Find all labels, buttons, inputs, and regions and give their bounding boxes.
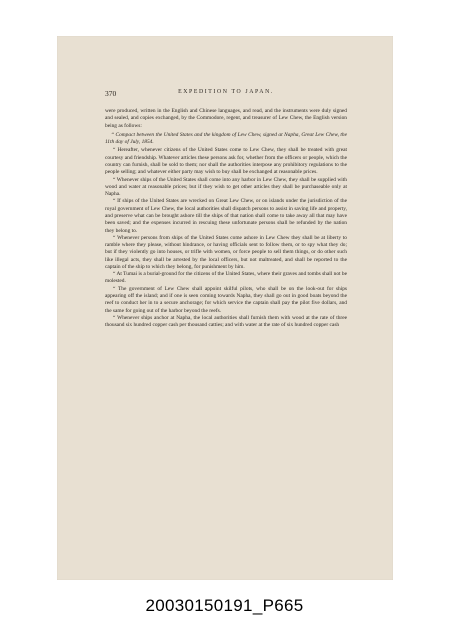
paragraph-article-wood-water: “ Whenever ships anchor at Napha, the local authorities shall furnish them with wood at the rate of three thousand six hundred copper cash per thousand catties; and with water at the rate of six hundred copper cash (105, 314, 347, 329)
paragraph-article-pilots: “ The government of Lew Chew shall appoint skilful pilots, who shall be on the look-out for ships appearing off the island; and if one is seen coming towards Napha, they shall go out in good boats beyond the reef to conduct her in to a secure anchorage; for which service the captain shall pay the pilot five dollars, and the same for going out of the harbor beyond the reefs. (105, 285, 347, 314)
paragraph-article-wrecks: “ If ships of the United States are wrecked on Great Lew Chew, or on islands under the jurisdiction of the royal government of Lew Chew, the local authorities shall dispatch persons to assist in saving life and property, and preserve what can be brought ashore till the ships of that nation shall come to take away all that may have been saved; and the expenses incurred in rescuing these unfortunate persons shall be refunded by the nation they belong to. (105, 198, 347, 234)
page-number: 370 (105, 89, 117, 98)
running-title: EXPEDITION TO JAPAN. (178, 89, 274, 95)
paragraph-article-supplies: “ Whenever ships of the United States shall come into any harbor in Lew Chew, they shall be supplied with wood and water at reasonable prices; but if they wish to get other articles they shall be purchaseable only at Napha. (105, 176, 347, 198)
book-page (57, 36, 393, 580)
paragraph-article-burial: “ At Tumai is a burial-ground for the citizens of the United States, where their graves and tombs shall not be molested. (105, 271, 347, 285)
paragraph-article-courtesy: “ Hereafter, whenever citizens of the United States come to Lew Chew, they shall be treated with great courtesy and friendship. Whatever articles these persons ask for, whether from the officers or people, which the country can furnish, shall be sold to them; nor shall the authorities interpose any prohibitory regulations to the people selling; and whatever either party may wish to buy shall be exchanged at reasonable prices. (105, 147, 347, 176)
archive-id-label: 20030150191_P665 (145, 596, 304, 615)
page-text-block (105, 89, 347, 329)
paragraph-intro: were produced, written in the English and Chinese languages, and read, and the instruments were duly signed and sealed, and copies exchanged, by the Commodore, regent, and treasurer of Lew Chew, the English version being as follows: (105, 108, 347, 129)
compact-heading: “ Compact between the United States and the kingdom of Lew Chew, signed at Napha, Great Lew Chew, the 11th day of July, 1854. (105, 131, 347, 146)
running-head (105, 89, 347, 101)
paragraph-article-ashore: “ Whenever persons from ships of the United States come ashore in Lew Chew they shall be at liberty to ramble where they please, without hindrance, or having officials sent to follow them, or to spy what they do; but if they violently go into houses, or trifle with women, or force people to sell them things, or do other such like illegal acts, they shall be arrested by the local officers, but not maltreated, and shall be reported to the captain of the ship to which they belong, for punishment by him. (105, 234, 347, 270)
